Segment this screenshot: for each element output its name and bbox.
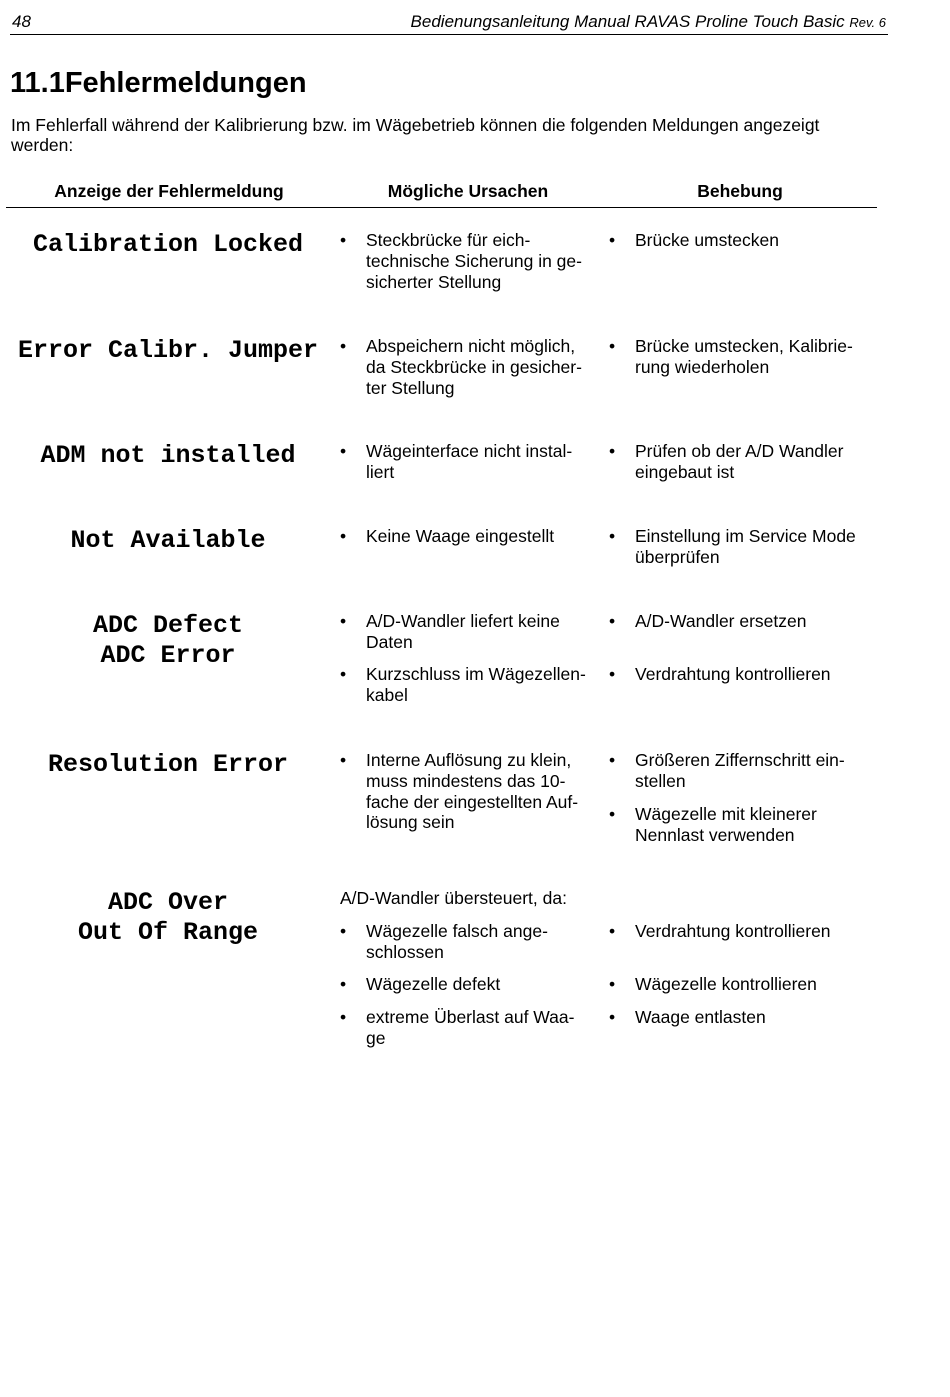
cause-text: Wägezelle falsch ange- schlossen bbox=[366, 921, 548, 962]
error-display-text: ADC Defect ADC Error bbox=[92, 611, 244, 670]
column-header-causes: Mögliche Ursachen bbox=[387, 181, 549, 201]
bullet-icon: • bbox=[340, 750, 347, 770]
remedy-text: Brücke umstecken, Kalibrie- rung wiederholen bbox=[635, 336, 853, 377]
bullet-icon: • bbox=[340, 611, 347, 631]
remedy-item bbox=[609, 441, 871, 483]
remedy-item bbox=[609, 526, 871, 568]
remedy-item bbox=[609, 664, 871, 685]
remedy-item bbox=[609, 230, 871, 251]
bullet-icon: • bbox=[609, 974, 616, 994]
cause-item bbox=[340, 611, 598, 653]
remedy-item bbox=[609, 1007, 871, 1028]
bullet-icon: • bbox=[609, 664, 616, 684]
section-title: 11.1Fehlermeldungen bbox=[10, 67, 307, 99]
bullet-icon: • bbox=[609, 230, 616, 250]
remedy-text: Einstellung im Service Mode überprüfen bbox=[635, 526, 856, 567]
remedy-text: Prüfen ob der A/D Wandler eingebaut ist bbox=[635, 441, 844, 482]
page-header bbox=[10, 10, 888, 35]
error-display-text: ADM not installed bbox=[40, 441, 296, 470]
bullet-icon: • bbox=[340, 921, 347, 941]
remedy-item bbox=[609, 336, 871, 378]
remedy-item bbox=[609, 611, 871, 632]
bullet-icon: • bbox=[340, 664, 347, 684]
bullet-icon: • bbox=[609, 750, 616, 770]
cause-text: Kurzschluss im Wägezellen- kabel bbox=[366, 664, 586, 705]
remedy-text: Wägezelle kontrollieren bbox=[635, 974, 817, 994]
remedy-item bbox=[609, 750, 871, 792]
error-display-text: Resolution Error bbox=[47, 750, 289, 779]
intro-text: Im Fehlerfall während der Kalibrierung bzw. im Wägebetrieb können die folgenden Meldungen angezeigt werden: bbox=[11, 115, 820, 155]
bullet-icon: • bbox=[609, 1007, 616, 1027]
cause-item bbox=[340, 1007, 598, 1049]
cause-text: Keine Waage eingestellt bbox=[366, 526, 555, 546]
remedy-text: Waage entlasten bbox=[635, 1007, 766, 1027]
cause-text: Wägeinterface nicht instal- liert bbox=[366, 441, 573, 482]
remedy-text: A/D-Wandler ersetzen bbox=[635, 611, 807, 631]
remedy-text: Wägezelle mit kleinerer Nennlast verwenden bbox=[635, 804, 817, 845]
bullet-icon: • bbox=[609, 336, 616, 356]
bullet-icon: • bbox=[609, 804, 616, 824]
remedy-text: Größeren Ziffernschritt ein- stellen bbox=[635, 750, 845, 791]
header-divider bbox=[6, 207, 877, 208]
error-display-text: Calibration Locked bbox=[32, 230, 304, 259]
remedy-text: Verdrahtung kontrollieren bbox=[635, 921, 831, 941]
cause-text: extreme Überlast auf Waa- ge bbox=[366, 1007, 575, 1048]
cause-item bbox=[340, 441, 598, 483]
error-display-text: Error Calibr. Jumper bbox=[17, 336, 319, 365]
bullet-icon: • bbox=[609, 611, 616, 631]
cause-text: Abspeichern nicht möglich, da Steckbrücke in gesicher- ter Stellung bbox=[366, 336, 582, 398]
remedy-text: Brücke umstecken bbox=[635, 230, 779, 250]
cause-item bbox=[340, 974, 598, 995]
page-number: 48 bbox=[12, 12, 31, 31]
bullet-icon: • bbox=[340, 1007, 347, 1027]
remedy-text: Verdrahtung kontrollieren bbox=[635, 664, 831, 684]
bullet-icon: • bbox=[340, 974, 347, 994]
error-display-text: ADC Over Out Of Range bbox=[77, 888, 259, 947]
bullet-icon: • bbox=[340, 336, 347, 356]
bullet-icon: • bbox=[340, 526, 347, 546]
column-header-remedy: Behebung bbox=[697, 181, 783, 201]
remedy-item bbox=[609, 804, 871, 846]
revision-label: Rev. 6 bbox=[849, 15, 886, 30]
cause-text: Interne Auflösung zu klein, muss mindestens das 10- fache der eingestellten Auf- lösung sein bbox=[366, 750, 579, 833]
header-title bbox=[411, 12, 886, 32]
cause-item bbox=[340, 526, 598, 547]
document-title: Bedienungsanleitung Manual RAVAS Proline Touch Basic bbox=[410, 12, 845, 31]
remedy-item bbox=[609, 974, 871, 995]
bullet-icon: • bbox=[609, 441, 616, 461]
cause-text: Steckbrücke für eich- technische Sicherung in ge- sicherter Stellung bbox=[366, 230, 582, 292]
cause-item bbox=[340, 921, 598, 963]
remedy-item bbox=[609, 921, 871, 942]
cause-text: A/D-Wandler liefert keine Daten bbox=[366, 611, 560, 652]
error-display-text: Not Available bbox=[70, 526, 266, 555]
bullet-icon: • bbox=[609, 526, 616, 546]
cause-item bbox=[340, 664, 598, 706]
cause-item bbox=[340, 750, 598, 833]
column-header-display: Anzeige der Fehlermeldung bbox=[54, 181, 284, 201]
cause-intro-text: A/D-Wandler übersteuert, da: bbox=[340, 888, 567, 908]
cause-item bbox=[340, 230, 598, 292]
bullet-icon: • bbox=[340, 441, 347, 461]
bullet-icon: • bbox=[340, 230, 347, 250]
cause-item bbox=[340, 336, 598, 398]
cause-text: Wägezelle defekt bbox=[366, 974, 501, 994]
bullet-icon: • bbox=[609, 921, 616, 941]
